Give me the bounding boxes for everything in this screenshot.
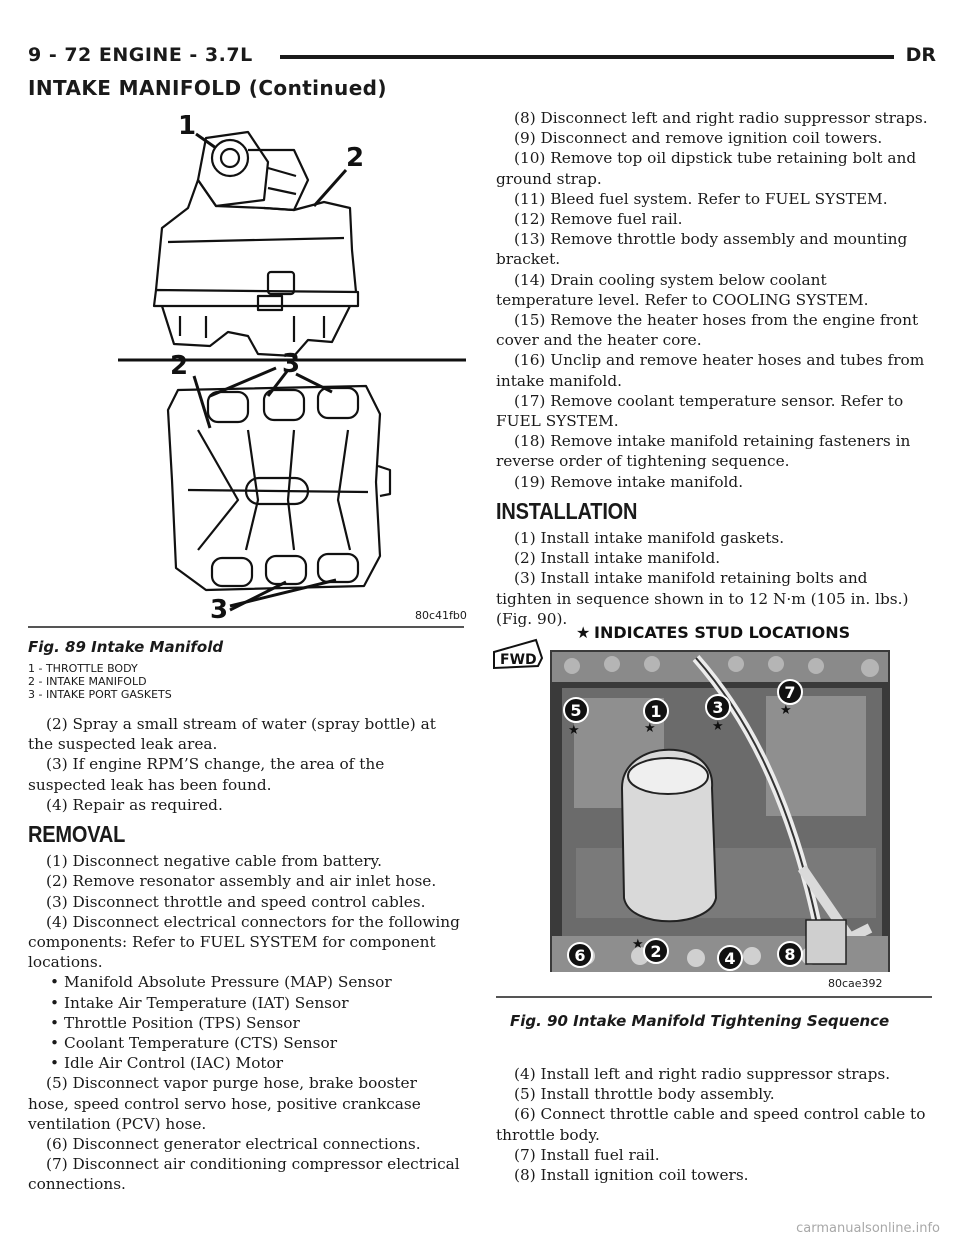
procedure-step: (12) Remove fuel rail. — [514, 210, 683, 229]
procedure-step: (2) Spray a small stream of water (spray bottle) at the suspected leak area. — [28, 715, 436, 754]
figure-divider — [496, 996, 932, 998]
watermark: carmanualsonline.info — [796, 1221, 940, 1236]
figure-legend — [28, 662, 172, 701]
figure-divider — [28, 626, 464, 628]
tightening-sequence-illustration — [490, 618, 940, 993]
bullet-item: • Intake Air Temperature (IAT) Sensor — [50, 993, 349, 1012]
procedure-step: (10) Remove top oil dipstick tube retaining bolt and ground strap. — [496, 149, 917, 188]
bullet-item: • Manifold Absolute Pressure (MAP) Sensor — [50, 973, 392, 992]
procedure-step: (4) Repair as required. — [46, 795, 223, 814]
procedure-step: (15) Remove the heater hoses from the engine front cover and the heater core. — [496, 311, 919, 350]
procedure-step: (1) Install intake manifold gaskets. — [514, 529, 785, 548]
star-icon: ★ — [780, 703, 792, 718]
procedure-step: (8) Install ignition coil towers. — [514, 1166, 749, 1185]
procedure-step: (1) Disconnect negative cable from battery. — [46, 852, 382, 871]
procedure-step: (6) Disconnect generator electrical connections. — [46, 1135, 421, 1154]
procedure-step: (4) Disconnect electrical connectors for the following components: Refer to FUEL SYSTEM for component locations. — [28, 912, 460, 972]
bullet-text: Manifold Absolute Pressure (MAP) Sensor — [64, 973, 392, 992]
section-title: INTAKE MANIFOLD (Continued) — [28, 76, 387, 100]
callout-label: 3 — [282, 349, 301, 379]
fwd-label: FWD — [500, 652, 537, 668]
right-column — [496, 108, 928, 629]
bullet-text: Intake Air Temperature (IAT) Sensor — [64, 993, 349, 1012]
procedure-step: (7) Disconnect air conditioning compressor electrical connections. — [28, 1155, 460, 1194]
bolt-number: 1 — [650, 702, 662, 721]
bolt-number: 4 — [724, 949, 736, 968]
bolt-number: 3 — [712, 698, 724, 717]
procedure-step: (16) Unclip and remove heater hoses and tubes from intake manifold. — [496, 351, 925, 390]
bullet-text: Coolant Temperature (CTS) Sensor — [64, 1034, 338, 1053]
figure-code: 80cae392 — [828, 977, 883, 990]
installation-heading: INSTALLATION — [496, 499, 638, 525]
legend-item: 1 - THROTTLE BODY — [28, 662, 138, 675]
procedure-step: (17) Remove coolant temperature sensor. Refer to FUEL SYSTEM. — [496, 391, 904, 431]
bolt-number: 2 — [650, 942, 662, 961]
procedure-step: (7) Install fuel rail. — [514, 1145, 660, 1164]
procedure-step: (11) Bleed fuel system. Refer to FUEL SYSTEM. — [514, 189, 888, 208]
procedure-step: (3) If engine RPM’S change, the area of the suspected leak has been found. — [28, 755, 385, 794]
procedure-step: (2) Install intake manifold. — [514, 549, 721, 568]
callout-label: 2 — [346, 143, 365, 173]
procedure-step: (19) Remove intake manifold. — [514, 472, 744, 491]
page-reference: 9 - 72 ENGINE - 3.7L — [28, 44, 253, 66]
star-icon: ★ — [576, 623, 591, 642]
bullet-text: Throttle Position (TPS) Sensor — [64, 1013, 300, 1032]
procedure-step: (3) Install intake manifold retaining bolts and tighten in sequence shown in to 12 N·m (105 in. lbs.) (Fig. 90). — [496, 569, 909, 628]
bolt-number: 8 — [784, 945, 796, 964]
procedure-step: (5) Install throttle body assembly. — [514, 1085, 775, 1104]
bullet-text: Idle Air Control (IAC) Motor — [64, 1054, 284, 1073]
star-icon: ★ — [644, 721, 656, 736]
procedure-step: (2) Remove resonator assembly and air inlet hose. — [46, 872, 437, 891]
procedure-step: (18) Remove intake manifold retaining fasteners in reverse order of tightening sequence. — [496, 432, 911, 471]
stud-legend: INDICATES STUD LOCATIONS — [594, 623, 851, 642]
removal-heading: REMOVAL — [28, 822, 126, 848]
bullet-item: • Idle Air Control (IAC) Motor — [50, 1054, 284, 1073]
figure-caption: Fig. 90 Intake Manifold Tightening Sequence — [510, 1012, 890, 1030]
manual-code: DR — [905, 44, 936, 66]
bullet-item: • Throttle Position (TPS) Sensor — [50, 1013, 300, 1032]
procedure-step: (14) Drain cooling system below coolant temperature level. Refer to COOLING SYSTEM. — [496, 270, 869, 309]
star-icon: ★ — [632, 937, 644, 952]
bullet-item: • Coolant Temperature (CTS) Sensor — [50, 1034, 338, 1053]
procedure-step: (8) Disconnect left and right radio suppressor straps. — [514, 109, 928, 127]
legend-item: 3 - INTAKE PORT GASKETS — [28, 688, 172, 701]
procedure-step: (6) Connect throttle cable and speed control cable to throttle body. — [496, 1105, 926, 1144]
legend-item: 2 - INTAKE MANIFOLD — [28, 675, 147, 688]
bolt-number: 7 — [784, 683, 796, 702]
page-header — [18, 38, 942, 78]
figure-code: 80c41fb0 — [415, 609, 467, 622]
bolt-number: 6 — [574, 946, 586, 965]
procedure-step: (9) Disconnect and remove ignition coil towers. — [514, 129, 883, 148]
callout-label: 3 — [210, 595, 229, 625]
callout-label: 2 — [170, 351, 189, 381]
callout-label: 1 — [178, 111, 197, 141]
procedure-step: (3) Disconnect throttle and speed control cables. — [46, 892, 426, 911]
right-column-continued — [496, 1064, 928, 1185]
intake-manifold-illustration — [118, 110, 466, 630]
header-rule — [280, 55, 894, 59]
procedure-step: (4) Install left and right radio suppressor straps. — [514, 1065, 891, 1083]
left-column — [28, 714, 460, 1195]
procedure-step: (13) Remove throttle body assembly and mounting bracket. — [496, 230, 908, 269]
figure-caption: Fig. 89 Intake Manifold — [28, 638, 224, 656]
star-icon: ★ — [568, 723, 580, 738]
bolt-number: 5 — [570, 701, 582, 720]
procedure-step: (5) Disconnect vapor purge hose, brake booster hose, speed control servo hose, positive crankcase ventilation (PCV) hose. — [28, 1074, 421, 1133]
star-icon: ★ — [712, 719, 724, 734]
